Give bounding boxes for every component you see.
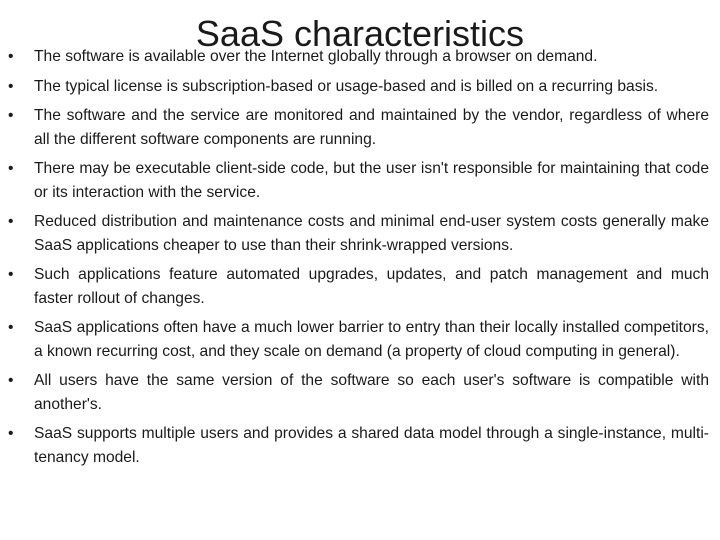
bullet-text: The software and the service are monitored and maintained by the vendor, regardless of where all the different software components are running. (34, 107, 709, 148)
bullet-item (8, 210, 709, 257)
slide-title: SaaS characteristics (195, 13, 525, 54)
bullet-item (8, 263, 709, 310)
bullet-item (8, 104, 709, 151)
bullet-icon: • (8, 160, 14, 177)
bullet-item (8, 45, 709, 69)
bullet-icon: • (8, 213, 14, 230)
bullet-text: All users have the same version of the software so each user's software is compatible with another's. (34, 372, 709, 413)
bullet-text: SaaS applications often have a much lower barrier to entry than their locally installed competitors, a known recurring cost, and they scale on demand (a property of cloud computing in general). (34, 319, 709, 360)
bullet-text: SaaS supports multiple users and provides a shared data model through a single-instance, multi-tenancy model. (34, 425, 709, 466)
bullet-item (8, 75, 709, 99)
bullet-text: The software is available over the Internet globally through a browser on demand. (34, 48, 598, 65)
bullet-icon: • (8, 77, 14, 95)
bullet-item (8, 316, 709, 363)
bullet-text: Such applications feature automated upgrades, updates, and patch management and much faster rollout of changes. (34, 266, 709, 307)
bullet-icon: • (8, 48, 14, 65)
bullet-text: There may be executable client-side code, but the user isn't responsible for maintaining that code or its interaction with the service. (34, 160, 709, 201)
bullet-icon: • (8, 266, 14, 283)
bullet-text: Reduced distribution and maintenance costs and minimal end-user system costs generally make SaaS applications cheaper to use than their shrink-wrapped versions. (34, 213, 709, 254)
bullet-icon: • (8, 425, 14, 442)
bullet-text: The typical license is subscription-based or usage-based and is billed on a recurring basis. (34, 77, 659, 95)
bullet-item (8, 369, 709, 416)
bullet-list (8, 45, 709, 475)
bullet-item (8, 422, 709, 469)
bullet-icon: • (8, 319, 14, 336)
bullet-icon: • (8, 107, 14, 124)
bullet-icon: • (8, 372, 14, 389)
bullet-item (8, 157, 709, 204)
